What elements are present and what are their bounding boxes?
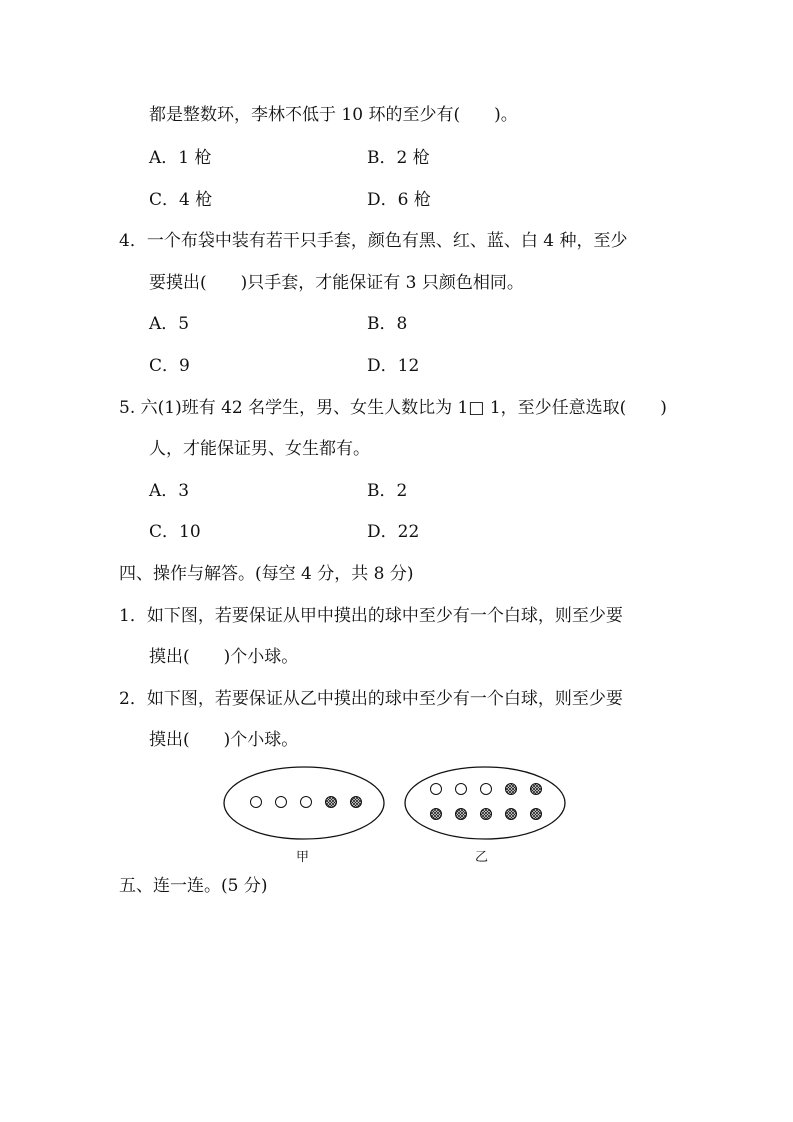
shaded-ball [456,809,467,820]
shaded-ball [506,784,517,795]
q4-option-b: B．8 [367,314,408,334]
bag-jia-balls [251,797,362,808]
q5-option-c: C．10 [149,522,201,542]
white-ball [276,797,287,808]
q3-option-b: B．2 枪 [367,148,430,168]
q5-stem-line2: 人，才能保证男、女生都有。 [149,439,370,459]
s4-q1-line2: 摸出( )个小球。 [149,647,299,667]
q4-option-a: A．5 [149,314,190,334]
q3-option-c: C．4 枪 [149,190,213,210]
shaded-ball [506,809,517,820]
q5-stem-line1: 5. 六(1)班有 42 名学生，男、女生人数比为 1□ 1，至少任意选取( ) [119,398,667,418]
shaded-ball [531,809,542,820]
white-ball [251,797,262,808]
shaded-ball [431,809,442,820]
q5-option-d: D．22 [367,522,420,542]
q4-option-d: D．12 [367,356,420,376]
label-yi: 乙 [475,850,489,865]
s4-q2-line1: 2．如下图，若要保证从乙中摸出的球中至少有一个白球，则至少要 [119,689,623,709]
shaded-ball [531,784,542,795]
section4-title: 四、操作与解答。(每空 4 分，共 8 分) [119,564,414,584]
shaded-ball [351,797,362,808]
section5-title: 五、连一连。(5 分) [119,876,268,896]
bag-yi-balls [431,784,542,820]
s4-q1-line1: 1．如下图，若要保证从甲中摸出的球中至少有一个白球，则至少要 [119,606,623,626]
s4-q2-line2: 摸出( )个小球。 [149,730,299,750]
q4-stem-line1: 4．一个布袋中装有若干只手套，颜色有黑、红、蓝、白 4 种，至少 [119,231,628,251]
q5-option-a: A．3 [149,481,190,501]
shaded-ball [326,797,337,808]
white-ball [481,784,492,795]
q5-option-b: B．2 [367,481,408,501]
white-ball [431,784,442,795]
q4-stem-line2: 要摸出( )只手套，才能保证有 3 只颜色相同。 [149,273,524,293]
white-ball [456,784,467,795]
shaded-ball [481,809,492,820]
q3-stem-continued: 都是整数环，李林不低于 10 环的至少有( )。 [149,105,518,125]
q3-option-d: D．6 枪 [367,190,431,210]
label-jia: 甲 [296,850,310,865]
bag-yi-outline [405,767,565,839]
q4-option-c: C．9 [149,356,190,376]
white-ball [301,797,312,808]
q3-option-a: A．1 枪 [149,148,212,168]
